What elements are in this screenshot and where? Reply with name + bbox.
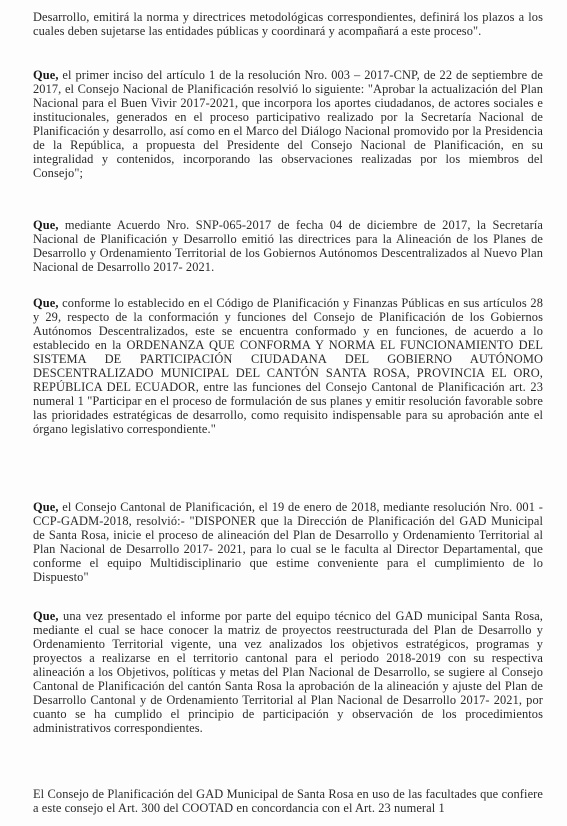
paragraph-text: Desarrollo, emitirá la norma y directrices metodológicas correspondientes, definirá los plazos a los cuales deben sujetarse las entidades públicas y coordinará y acompañará a este proceso".: [33, 10, 543, 38]
paragraph-lead: Que,: [33, 218, 59, 232]
paragraph-informe-tecnico: [33, 609, 543, 735]
paragraph-text: mediante Acuerdo Nro. SNP-065-2017 de fecha 04 de diciembre de 2017, la Secretaría Nacional de Planificación y Desarrollo emitió las directrices para la Alineación de los Planes de Desarrollo y Ordenamiento Territorial de los Gobiernos Autónomos Descentralizados al Nuevo Plan Nacional de Desarrollo 2017- 2021.: [33, 218, 543, 274]
paragraph-consejo-cantonal: [33, 500, 543, 584]
paragraph-facultades: [33, 787, 543, 815]
paragraph-text: conforme lo establecido en el Código de Planificación y Finanzas Públicas en sus artículos 28 y 29, respecto de la conformación y funciones del Consejo de Planificación de los Gobiernos Autónomos Descentralizados, este se encuentra conformado y en funciones, de acuerdo a lo establecido en la ORDENANZA QUE CONFORMA Y NORMA EL FUNCIONAMIENTO DEL SISTEMA DE PARTICIPACIÓN CIUDADANA DEL GOBIERNO AUTÓNOMO DESCENTRALIZADO MUNICIPAL DEL CANTÓN SANTA ROSA, PROVINCIA EL ORO, REPÚBLICA DEL ECUADOR, entre las funciones del Consejo Cantonal de Planificación art. 23 numeral 1 "Participar en el proceso de formulación de sus planes y emitir resolución favorable sobre las prioridades estratégicas de desarrollo, como requisito indispensable para su aprobación ante el órgano legislativo correspondiente.": [33, 296, 543, 436]
paragraph-text: el Consejo Cantonal de Planificación, el 19 de enero de 2018, mediante resolución Nro. 001 - CCP-GADM-2018, resolvió:- "DISPONER que la Dirección de Planificación del GAD Municipal de Santa Rosa, inicie el proceso de alineación del Plan de Desarrollo y Ordenamiento Territorial al Plan Nacional de Desarrollo 2017- 2021, para lo cual se le faculta al Director Departamental, que conforme el equipo Multidisciplinario que estime conveniente para el cumplimiento de lo Dispuesto": [33, 500, 543, 584]
paragraph-text: El Consejo de Planificación del GAD Municipal de Santa Rosa en uso de las facultades que confiere a este consejo el Art. 300 del COOTAD en concordancia con el Art. 23 numeral 1: [33, 787, 543, 815]
paragraph-text: el primer inciso del artículo 1 de la resolución Nro. 003 – 2017-CNP, de 22 de septiembre de 2017, el Consejo Nacional de Planificación resolvió lo siguiente: "Aprobar la actualización del Plan Nacional para el Buen Vivir 2017-2021, que incorpora los aportes ciudadanos, de actores sociales e institucionales, generados en el proceso participativo realizado por la Secretaría Nacional de Planificación y desarrollo, así como en el Marco del Diálogo Nacional promovido por la Presidencia de la República, a propuesta del Presidente del Consejo Nacional de Planificación, en su integralidad y contenidos, incorporando las observaciones realizadas por los miembros del Consejo";: [33, 68, 543, 180]
paragraph-text: una vez presentado el informe por parte del equipo técnico del GAD municipal Santa Rosa, mediante el cual se hace conocer la matriz de proyectos reestructurada del Plan de Desarrollo y Ordenamiento Territorial vigente, una vez analizados los objetivos estratégicos, programas y proyectos a realizarse en el territorio cantonal para el periodo 2018-2019 con su respectiva alineación a los Objetivos, políticas y metas del Plan Nacional de Desarrollo, se sugiere al Consejo Cantonal de Planificación del cantón Santa Rosa la aprobación de la alineación y ajuste del Plan de Desarrollo Cantonal y de Ordenamiento Territorial al Plan Nacional de Desarrollo 2017- 2021, por cuanto se ha cumplido el principio de participación y observación de los procedimientos administrativos correspondientes.: [33, 609, 543, 735]
paragraph-lead: Que,: [33, 296, 59, 310]
paragraph-lead: Que,: [33, 68, 59, 82]
paragraph-continuation: [33, 10, 543, 38]
paragraph-resolucion-cnp: [33, 68, 543, 180]
paragraph-lead: Que,: [33, 609, 59, 623]
paragraph-acuerdo-snp: [33, 218, 543, 274]
paragraph-codigo-planificacion: [33, 296, 543, 436]
paragraph-lead: Que,: [33, 500, 59, 514]
